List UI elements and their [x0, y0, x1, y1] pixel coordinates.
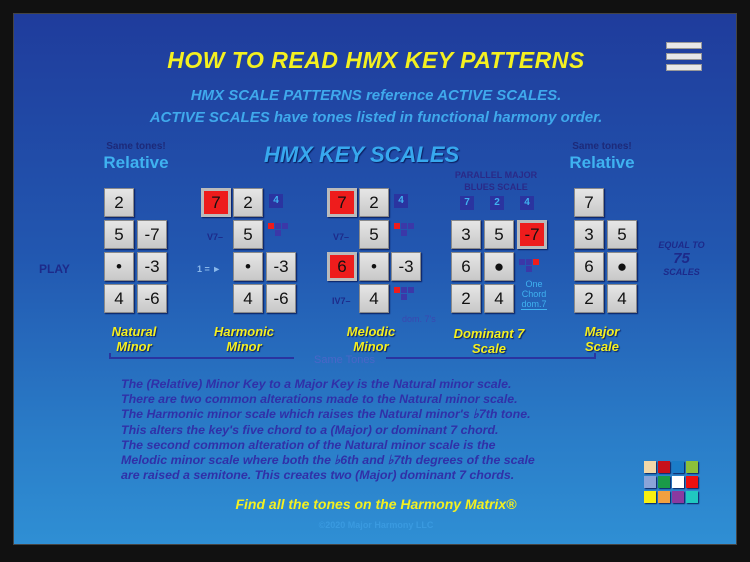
play-label[interactable]: PLAY: [39, 262, 70, 276]
tile[interactable]: •: [104, 252, 134, 281]
same-tones-label: Same Tones: [314, 354, 375, 366]
color-swatch: [672, 461, 684, 473]
tile-red[interactable]: -7: [517, 220, 547, 249]
tile[interactable]: 5: [233, 220, 263, 249]
chord-shape-icon: [394, 223, 418, 239]
dom-7s-label: dom. 7's: [402, 314, 436, 324]
melodic-minor-label: Melodic Minor: [346, 324, 396, 354]
tile[interactable]: 4: [607, 284, 637, 313]
tile[interactable]: 5: [359, 220, 389, 249]
section-title: HMX KEY SCALES: [264, 142, 460, 167]
tile[interactable]: -7: [137, 220, 167, 249]
tile[interactable]: ●: [607, 252, 637, 281]
chord-shape-icon: [519, 259, 543, 275]
tile[interactable]: -3: [266, 252, 296, 281]
tile[interactable]: -3: [137, 252, 167, 281]
scales-label: SCALES: [663, 267, 700, 277]
explanation-text: The (Relative) Minor Key to a Major Key is the Natural minor scale. There are two common alterations made to the Natural minor scale. The Harmonic minor scale which raises the Natural minor's ♭7th tone. This alters the key's five chord to a (Major) or dominant 7 chord. The second common alteration of the Natural minor scale is the Melodic minor scale where both the ♭6th and ♭7th degrees of the scale are raised a semitone. This creates two (Major) dominant 7 chords.: [121, 377, 535, 483]
copyright: ©2020 Major Harmony LLC: [318, 520, 434, 530]
color-swatch: [672, 476, 684, 488]
color-swatch: [686, 476, 698, 488]
tile[interactable]: 3: [451, 220, 481, 249]
screen: [13, 13, 737, 545]
hamburger-menu-icon[interactable]: [666, 42, 702, 75]
tile[interactable]: 2: [104, 188, 134, 217]
badge: 4: [520, 196, 534, 210]
badge: 2: [490, 196, 504, 210]
one-equals-label: 1 = ►: [197, 264, 222, 274]
dominant-7-label: Dominant 7 Scale: [453, 326, 525, 356]
badge: 4: [394, 194, 408, 208]
tile[interactable]: -6: [266, 284, 296, 313]
color-swatch: [658, 476, 670, 488]
tile-red[interactable]: 7: [327, 188, 357, 217]
tile[interactable]: 6: [574, 252, 604, 281]
tile[interactable]: 4: [359, 284, 389, 313]
color-swatch: [644, 491, 656, 503]
tile[interactable]: •: [359, 252, 389, 281]
tile[interactable]: 2: [574, 284, 604, 313]
equal-to-label: EQUAL TO: [658, 240, 705, 250]
tile-red[interactable]: 7: [201, 188, 231, 217]
color-swatch: [658, 461, 670, 473]
harmonic-minor-label: Harmonic Minor: [214, 324, 274, 354]
tile[interactable]: 4: [233, 284, 263, 313]
color-grid-icon[interactable]: [644, 461, 704, 507]
badge: 7: [460, 196, 474, 210]
bracket-right: [386, 353, 596, 359]
color-swatch: [672, 491, 684, 503]
tile[interactable]: ●: [484, 252, 514, 281]
tile[interactable]: 3: [574, 220, 604, 249]
tile[interactable]: -6: [137, 284, 167, 313]
tile[interactable]: •: [233, 252, 263, 281]
harmony-matrix-link[interactable]: Find all the tones on the Harmony Matrix®: [235, 496, 517, 512]
tile-red[interactable]: 6: [327, 252, 357, 281]
tile[interactable]: 2: [451, 284, 481, 313]
blues-scale-header: PARALLEL MAJOR BLUES SCALE: [454, 170, 538, 192]
bracket-left: [109, 353, 294, 359]
scale-count: 75: [673, 250, 690, 267]
chord-shape-icon: [268, 223, 292, 239]
relative-right-label: Relative: [569, 153, 635, 172]
tile[interactable]: 2: [233, 188, 263, 217]
tile[interactable]: 2: [359, 188, 389, 217]
color-swatch: [644, 476, 656, 488]
v7-label: V7–: [333, 232, 350, 242]
equal-to-75-scales: [644, 240, 719, 277]
chord-shape-icon: [394, 287, 418, 303]
natural-minor-label: Natural Minor: [111, 324, 157, 354]
color-swatch: [644, 461, 656, 473]
relative-left-note: Same tones!: [106, 141, 166, 152]
color-swatch: [686, 461, 698, 473]
relative-right-note: Same tones!: [572, 141, 632, 152]
relative-left-label: Relative: [103, 153, 169, 172]
color-swatch: [686, 491, 698, 503]
color-swatch: [658, 491, 670, 503]
iv7-label: IV7–: [332, 296, 351, 306]
subtitle-2: ACTIVE SCALES have tones listed in functional harmony order.: [149, 109, 603, 126]
tile[interactable]: 6: [451, 252, 481, 281]
tile[interactable]: 5: [484, 220, 514, 249]
tile[interactable]: 5: [104, 220, 134, 249]
one-chord-link[interactable]: One Chord dom.7: [521, 279, 547, 309]
tile[interactable]: 5: [607, 220, 637, 249]
major-scale-label: Major Scale: [584, 324, 620, 354]
page-title: HOW TO READ HMX KEY PATTERNS: [167, 47, 585, 73]
tile[interactable]: 7: [574, 188, 604, 217]
subtitle-1: HMX SCALE PATTERNS reference ACTIVE SCALES.: [190, 87, 562, 104]
tile[interactable]: 4: [484, 284, 514, 313]
tile[interactable]: 4: [104, 284, 134, 313]
v7-label: V7–: [207, 232, 224, 242]
badge: 4: [269, 194, 283, 208]
tile[interactable]: -3: [391, 252, 421, 281]
